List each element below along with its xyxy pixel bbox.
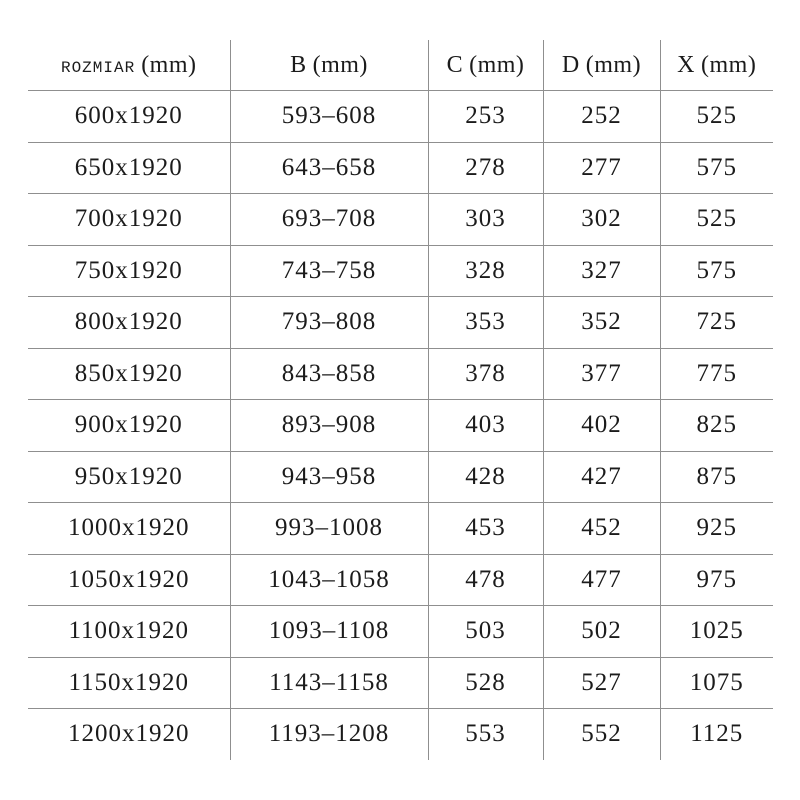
cell-b: 1193–1208 bbox=[230, 709, 428, 760]
cell-rozmiar: 850x1920 bbox=[28, 348, 230, 400]
table-row bbox=[28, 297, 773, 349]
column-header-name: C bbox=[446, 51, 464, 78]
table-row bbox=[28, 91, 773, 143]
column-header-name: D bbox=[561, 51, 580, 78]
cell-x: 775 bbox=[660, 348, 773, 400]
cell-x: 1125 bbox=[690, 720, 744, 748]
column-header-unit: (mm) bbox=[701, 51, 757, 78]
cell-rozmiar: 800x1920 bbox=[28, 297, 230, 349]
column-header-unit: (mm) bbox=[585, 51, 642, 78]
cell-x: 575 bbox=[660, 245, 773, 297]
cell-b: 893–908 bbox=[230, 400, 428, 452]
cell-rozmiar: 600x1920 bbox=[28, 91, 230, 143]
cell-c: 303 bbox=[428, 194, 543, 246]
column-header-x bbox=[660, 40, 773, 91]
table-row bbox=[28, 194, 773, 246]
cell-b: 693–708 bbox=[230, 194, 428, 246]
cell-c: 253 bbox=[428, 91, 543, 143]
cell-rozmiar: 1050x1920 bbox=[28, 554, 230, 606]
table-row bbox=[28, 657, 773, 709]
column-header-name: ROZMIAR bbox=[60, 58, 136, 77]
column-header-b bbox=[230, 40, 428, 91]
cell-b: 1143–1158 bbox=[230, 657, 428, 709]
cell-d: 452 bbox=[543, 503, 660, 555]
cell-b: 1043–1058 bbox=[230, 554, 428, 606]
column-header-unit: (mm) bbox=[312, 51, 368, 78]
column-header-rozmiar bbox=[28, 40, 230, 91]
cell-c: 503 bbox=[428, 606, 543, 658]
cell-d: 377 bbox=[543, 348, 660, 400]
cell-x: 575 bbox=[660, 142, 773, 194]
column-header-unit: (mm) bbox=[469, 51, 525, 78]
cell-b: 1093–1108 bbox=[230, 606, 428, 658]
cell-c: 528 bbox=[428, 657, 543, 709]
cell-c: 328 bbox=[428, 245, 543, 297]
table-row bbox=[28, 451, 773, 503]
cell-b: 843–858 bbox=[230, 348, 428, 400]
cell-rozmiar: 1000x1920 bbox=[28, 503, 230, 555]
cell-c: 478 bbox=[428, 554, 543, 606]
cell-d: 427 bbox=[543, 451, 660, 503]
cell-d: 302 bbox=[543, 194, 660, 246]
cell-x: 875 bbox=[660, 451, 773, 503]
cell-c: 278 bbox=[428, 142, 543, 194]
cell-rozmiar: 900x1920 bbox=[28, 400, 230, 452]
cell-b: 593–608 bbox=[230, 91, 428, 143]
cell-rozmiar: 950x1920 bbox=[28, 451, 230, 503]
cell-c: 428 bbox=[428, 451, 543, 503]
table-body bbox=[28, 91, 773, 760]
cell-rozmiar: 1200x1920 bbox=[28, 709, 230, 760]
cell-x: 725 bbox=[660, 297, 773, 349]
cell-x: 525 bbox=[660, 91, 773, 143]
cell-c: 353 bbox=[428, 297, 543, 349]
cell-d: 502 bbox=[543, 606, 660, 658]
table-row bbox=[28, 142, 773, 194]
cell-x: 925 bbox=[660, 503, 773, 555]
cell-x: 975 bbox=[660, 554, 773, 606]
table-row bbox=[28, 348, 773, 400]
table-row bbox=[28, 503, 773, 555]
cell-d: 402 bbox=[543, 400, 660, 452]
cell-c: 378 bbox=[428, 348, 543, 400]
cell-c: 403 bbox=[428, 400, 543, 452]
cell-x: 1025 bbox=[660, 606, 773, 658]
table-row bbox=[28, 554, 773, 606]
cell-d: 477 bbox=[543, 554, 660, 606]
cell-d: 327 bbox=[543, 245, 660, 297]
cell-b: 993–1008 bbox=[230, 503, 428, 555]
column-header-d bbox=[543, 40, 660, 91]
cell-d: 252 bbox=[543, 91, 660, 143]
column-header-c bbox=[428, 40, 543, 91]
table-row bbox=[28, 245, 773, 297]
cell-rozmiar: 700x1920 bbox=[28, 194, 230, 246]
cell-d: 277 bbox=[543, 142, 660, 194]
column-header-unit: (mm) bbox=[141, 51, 197, 78]
cell-rozmiar: 1100x1920 bbox=[28, 606, 230, 658]
cell-c: 553 bbox=[428, 709, 543, 760]
size-table bbox=[28, 40, 773, 760]
cell-x: 525 bbox=[660, 194, 773, 246]
cell-d: 527 bbox=[543, 657, 660, 709]
table-row bbox=[28, 606, 773, 658]
table-row bbox=[28, 400, 773, 452]
header-row bbox=[28, 40, 773, 91]
column-header-name: X bbox=[677, 51, 695, 78]
cell-b: 793–808 bbox=[230, 297, 428, 349]
cell-d: 552 bbox=[543, 709, 660, 760]
column-header-name: B bbox=[290, 51, 307, 78]
table-row bbox=[28, 709, 773, 760]
cell-x: 825 bbox=[660, 400, 773, 452]
cell-b: 743–758 bbox=[230, 245, 428, 297]
cell-b: 943–958 bbox=[230, 451, 428, 503]
cell-b: 643–658 bbox=[230, 142, 428, 194]
cell-x: 1075 bbox=[660, 657, 773, 709]
cell-rozmiar: 650x1920 bbox=[28, 142, 230, 194]
cell-d: 352 bbox=[543, 297, 660, 349]
cell-c: 453 bbox=[428, 503, 543, 555]
cell-rozmiar: 750x1920 bbox=[28, 245, 230, 297]
cell-rozmiar: 1150x1920 bbox=[28, 657, 230, 709]
